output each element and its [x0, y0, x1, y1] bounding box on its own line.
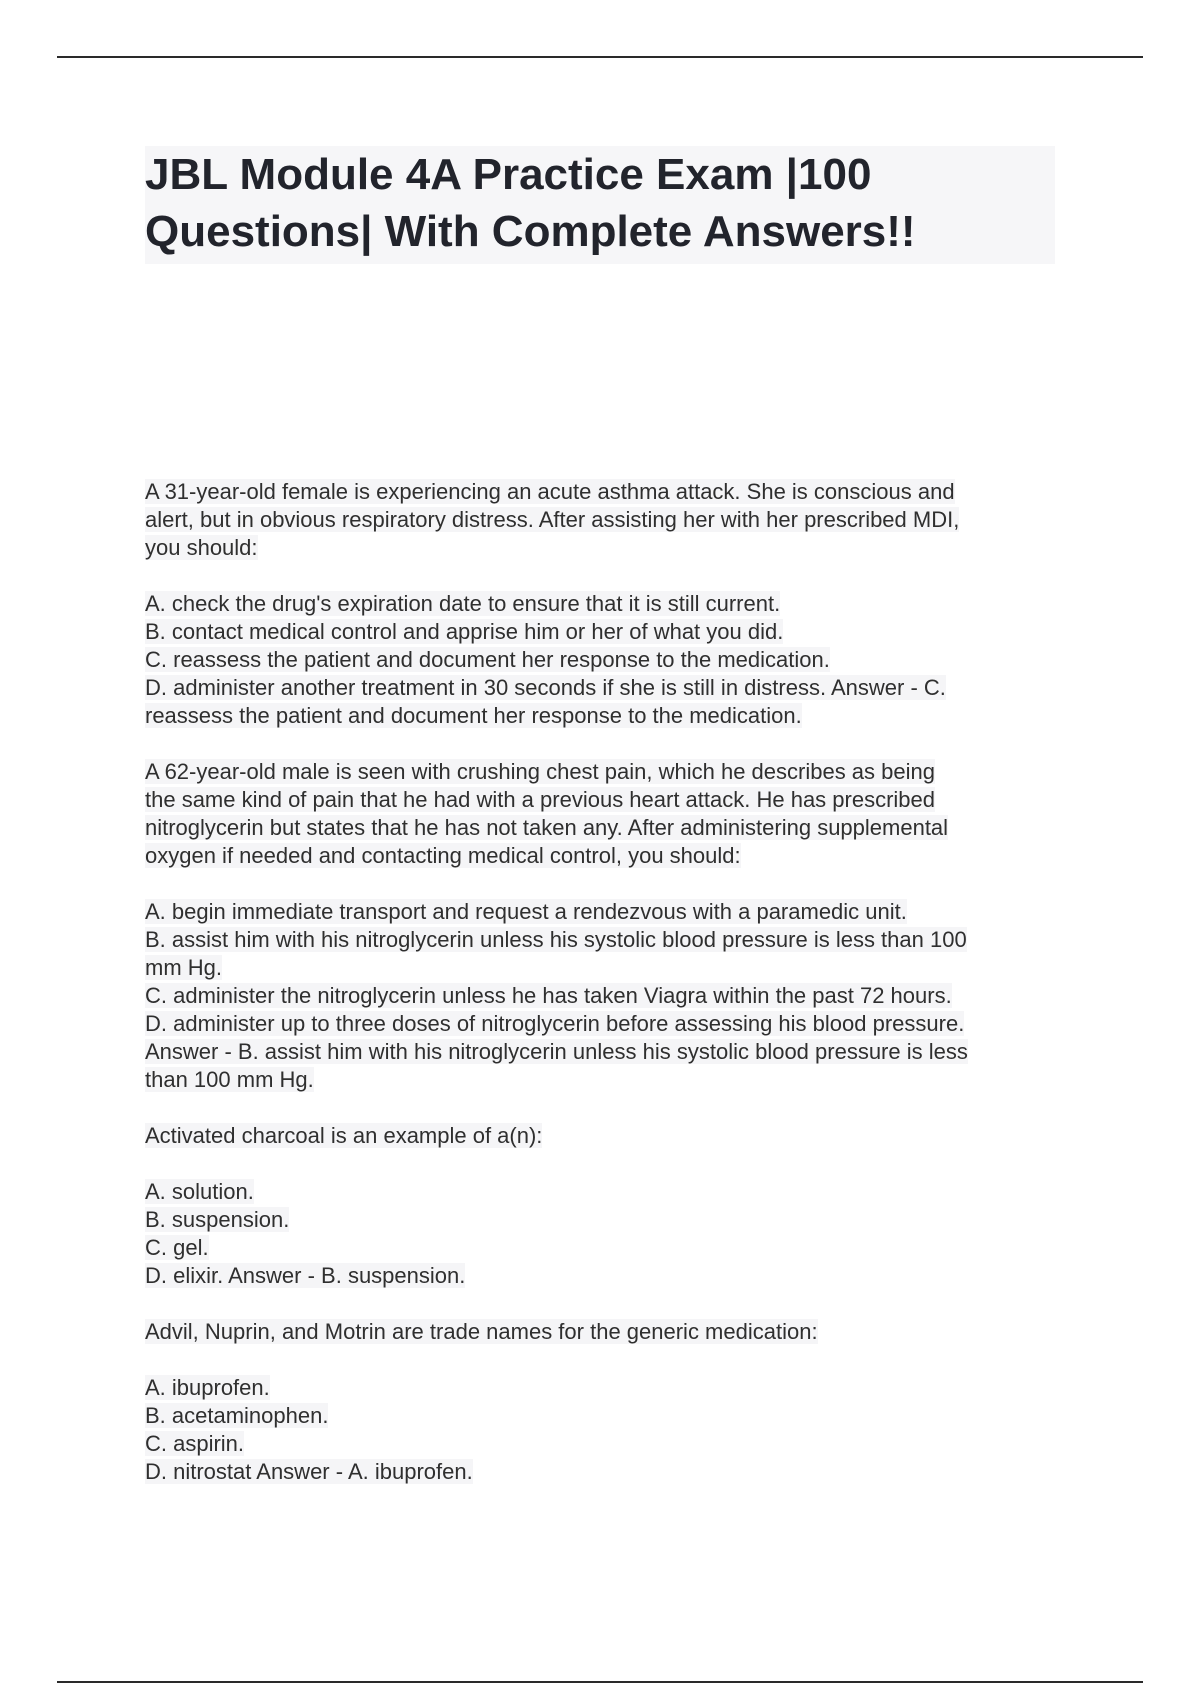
question-3-options — [145, 1178, 1075, 1290]
stem-line: A 31-year-old female is experiencing an acute asthma attack. She is conscious and — [145, 479, 955, 504]
document-title — [145, 146, 1055, 264]
stem-line: nitroglycerin but states that he has not taken any. After administering supplemental — [145, 815, 949, 840]
stem-line: A 62-year-old male is seen with crushing chest pain, which he describes as being — [145, 759, 935, 784]
answer-line: reassess the patient and document her response to the medication. — [145, 703, 802, 728]
question-4-options — [145, 1374, 1075, 1486]
answer-line: than 100 mm Hg. — [145, 1067, 314, 1092]
question-4-stem — [145, 1318, 1075, 1346]
option-line: D. administer another treatment in 30 seconds if she is still in distress. Answer - C. — [145, 675, 946, 700]
question-2-options — [145, 898, 1075, 1094]
option-line: B. contact medical control and apprise him or her of what you did. — [145, 619, 784, 644]
bottom-rule — [57, 1681, 1143, 1683]
stem-line: oxygen if needed and contacting medical control, you should: — [145, 843, 741, 868]
option-line: A. ibuprofen. — [145, 1375, 270, 1400]
stem-line: the same kind of pain that he had with a previous heart attack. He has prescribed — [145, 787, 936, 812]
option-line: A. solution. — [145, 1179, 254, 1204]
option-line: C. gel. — [145, 1235, 209, 1260]
document-body — [145, 478, 1075, 1514]
title-line: JBL Module 4A Practice Exam |100 — [145, 150, 872, 199]
stem-line: Advil, Nuprin, and Motrin are trade names for the generic medication: — [145, 1319, 818, 1344]
question-2-stem — [145, 758, 1075, 870]
answer-line: D. nitrostat Answer - A. ibuprofen. — [145, 1459, 473, 1484]
option-line: C. administer the nitroglycerin unless he has taken Viagra within the past 72 hours. — [145, 983, 952, 1008]
question-1-options — [145, 590, 1075, 730]
stem-line: Activated charcoal is an example of a(n): — [145, 1123, 543, 1148]
question-3-stem — [145, 1122, 1075, 1150]
option-line: C. aspirin. — [145, 1431, 245, 1456]
option-line: A. check the drug's expiration date to ensure that it is still current. — [145, 591, 781, 616]
option-line: B. suspension. — [145, 1207, 290, 1232]
stem-line: alert, but in obvious respiratory distress. After assisting her with her prescribed MDI, — [145, 507, 960, 532]
title-line: Questions| With Complete Answers!! — [145, 207, 916, 256]
option-line: B. acetaminophen. — [145, 1403, 329, 1428]
top-rule — [57, 56, 1143, 58]
option-line: B. assist him with his nitroglycerin unless his systolic blood pressure is less than 100 — [145, 927, 967, 952]
option-line: D. administer up to three doses of nitroglycerin before assessing his blood pressure. — [145, 1011, 965, 1036]
answer-line: D. elixir. Answer - B. suspension. — [145, 1263, 466, 1288]
option-line: A. begin immediate transport and request a rendezvous with a paramedic unit. — [145, 899, 907, 924]
stem-line: you should: — [145, 535, 258, 560]
option-line: C. reassess the patient and document her response to the medication. — [145, 647, 830, 672]
option-line: mm Hg. — [145, 955, 222, 980]
answer-line: Answer - B. assist him with his nitroglycerin unless his systolic blood pressure is less — [145, 1039, 968, 1064]
question-1-stem — [145, 478, 1075, 562]
